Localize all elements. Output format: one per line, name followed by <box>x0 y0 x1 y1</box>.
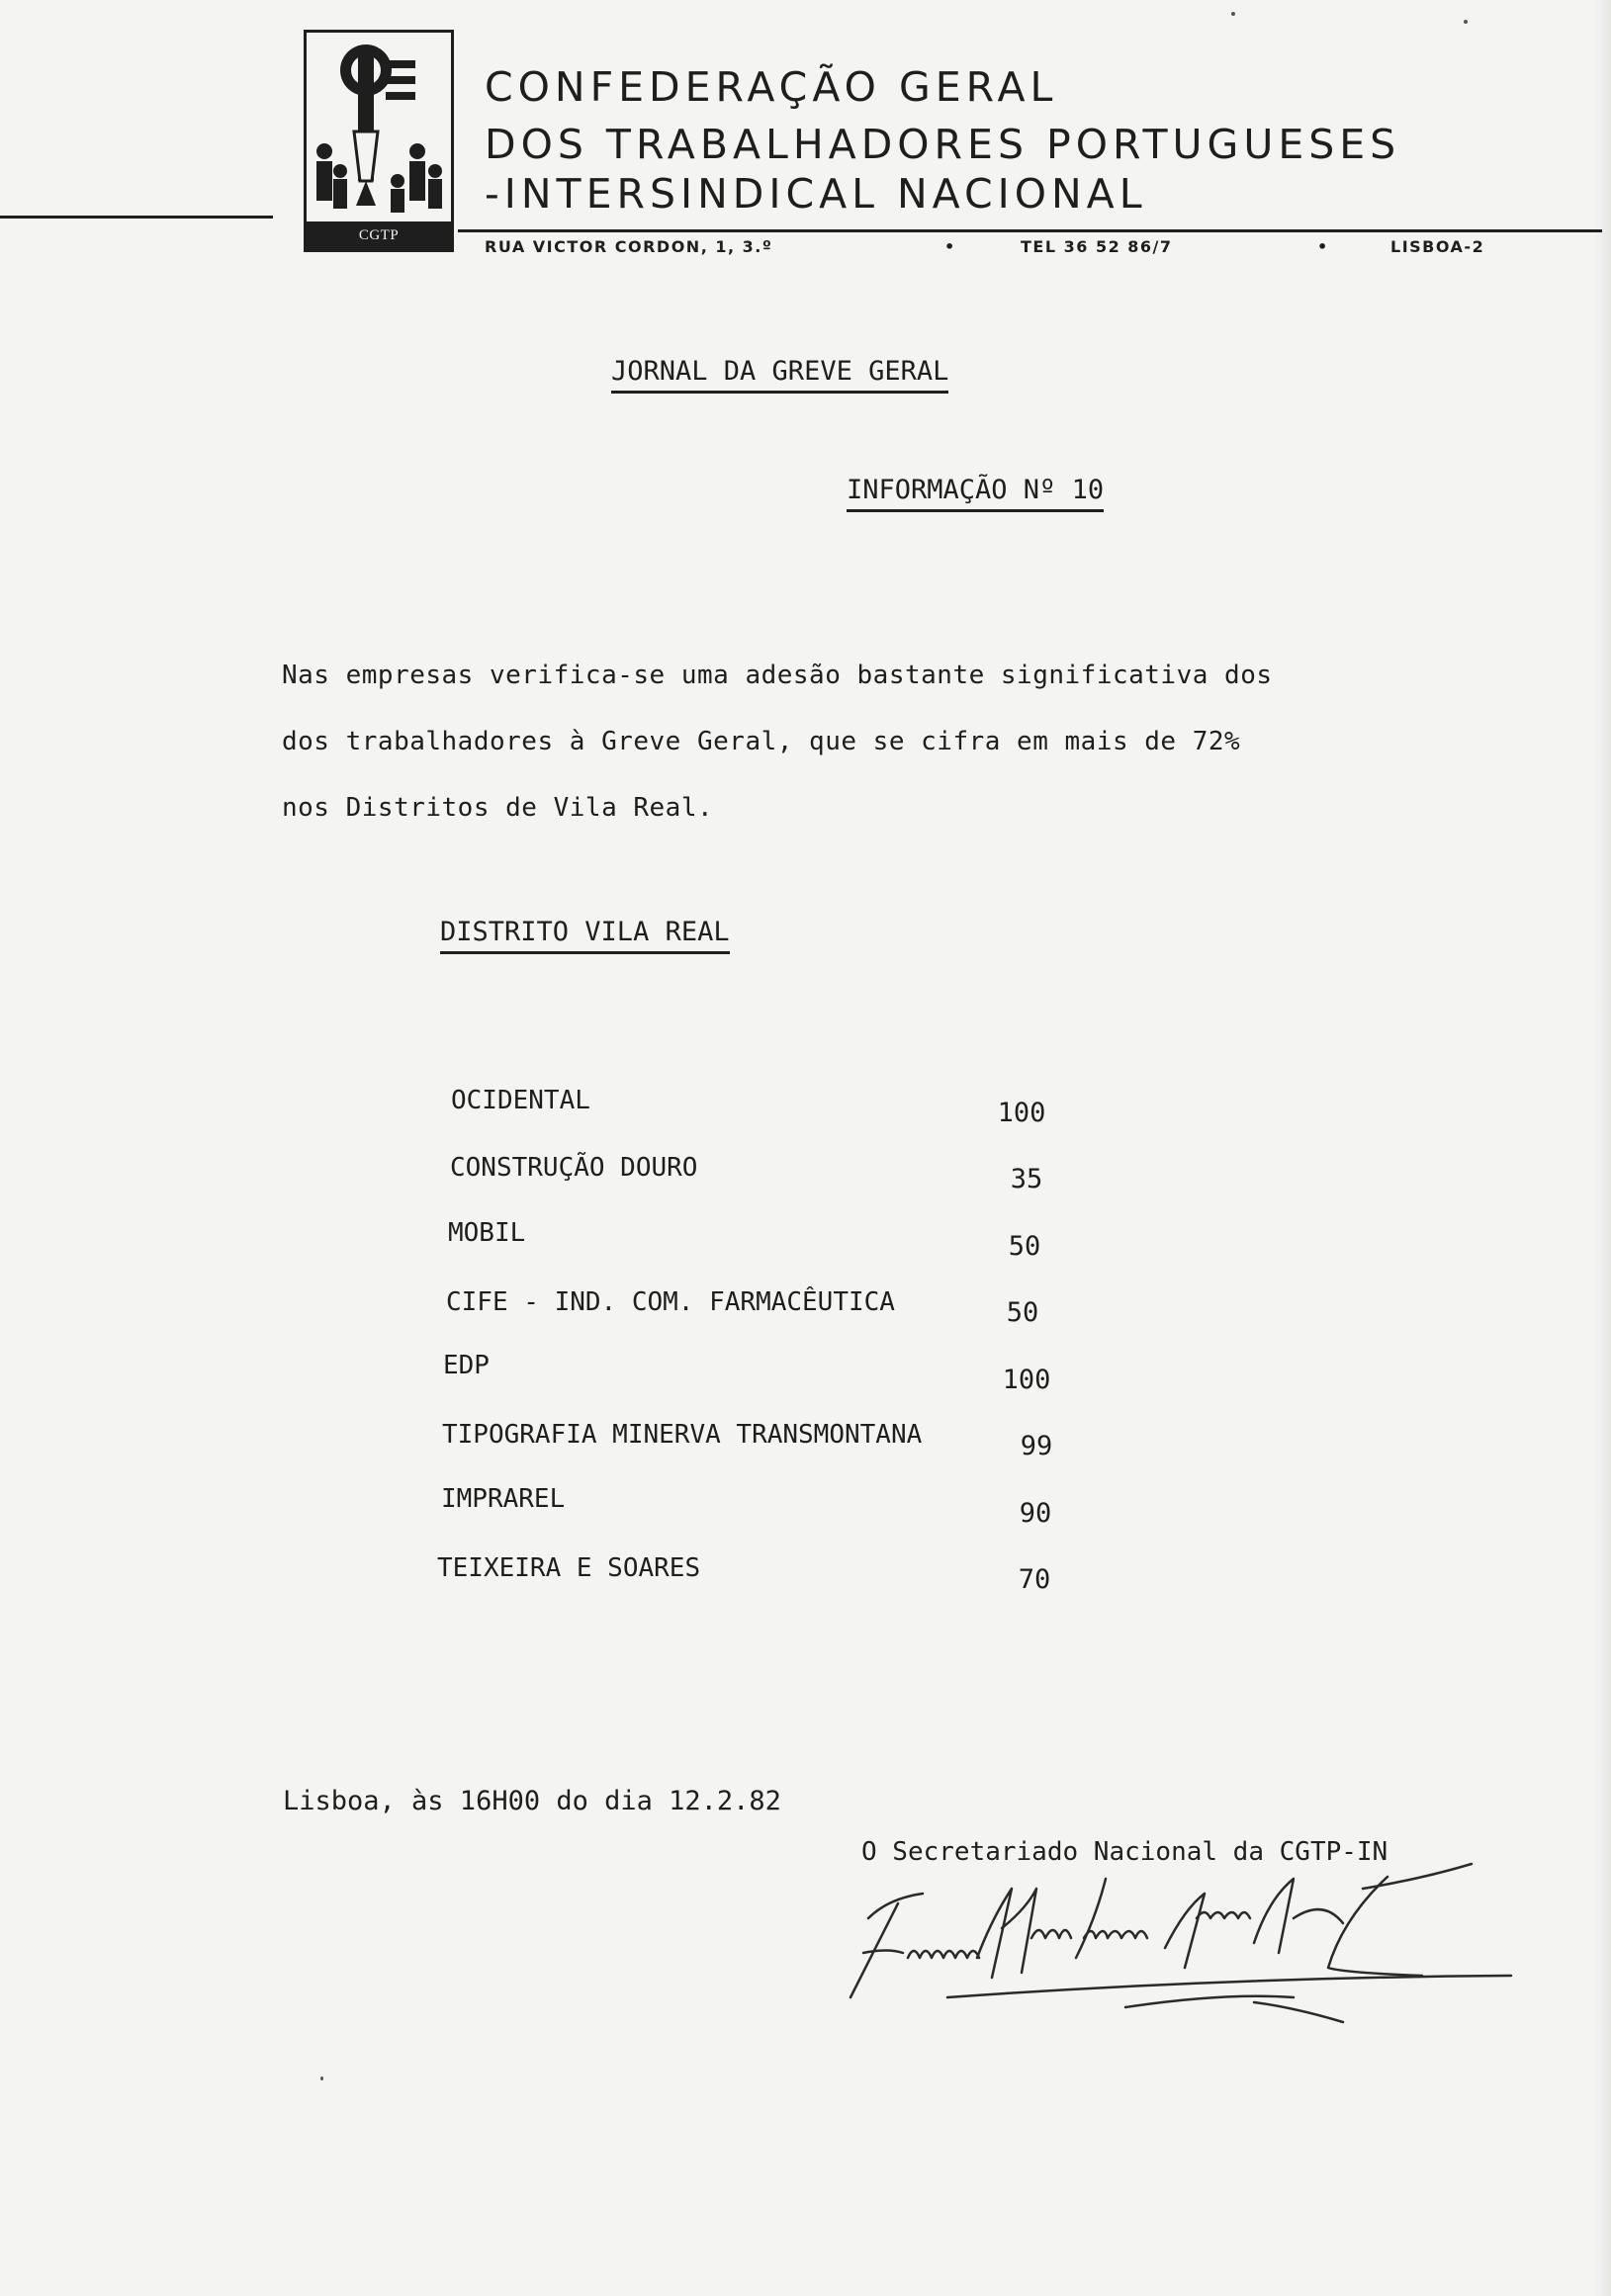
logo-emblem-icon <box>307 33 451 249</box>
paper-speck <box>1464 20 1468 24</box>
org-name-line2: DOS TRABALHADORES PORTUGUESES <box>485 121 1401 168</box>
company-value: 99 <box>1020 1431 1053 1461</box>
company-value: 35 <box>1010 1164 1043 1194</box>
org-name-line3: -INTERSINDICAL NACIONAL <box>485 170 1147 218</box>
company-name: CIFE - IND. COM. FARMACÊUTICA <box>446 1287 895 1317</box>
company-value: 70 <box>1018 1564 1051 1595</box>
logo-caption: CGTP INTERSINDICAL <box>307 221 451 249</box>
district-heading: DISTRITO VILA REAL <box>440 917 730 954</box>
org-name-line1: CONFEDERAÇÃO GERAL <box>485 63 1058 111</box>
body-line: dos trabalhadores à Greve Geral, que se cifra em mais de 72% <box>282 727 1241 756</box>
company-value: 50 <box>1006 1297 1039 1328</box>
paper-speck <box>320 2076 323 2080</box>
place-and-date: Lisboa, às 16H00 do dia 12.2.82 <box>283 1786 781 1816</box>
page-edge-shadow <box>1593 0 1611 2296</box>
address-separator: • <box>944 237 956 256</box>
company-name: IMPRAREL <box>441 1484 566 1514</box>
company-name: EDP <box>443 1351 490 1380</box>
org-address: RUA VICTOR CORDON, 1, 3.º <box>485 237 773 256</box>
company-name: OCIDENTAL <box>451 1086 590 1115</box>
company-name: TEIXEIRA E SOARES <box>437 1553 701 1583</box>
company-name: TIPOGRAFIA MINERVA TRANSMONTANA <box>442 1420 923 1450</box>
company-value: 50 <box>1008 1231 1041 1262</box>
body-line: nos Distritos de Vila Real. <box>282 793 714 823</box>
body-line: Nas empresas verifica-se uma adesão bastante significativa dos <box>282 661 1273 690</box>
handwritten-signature-icon <box>829 1859 1511 2037</box>
company-name: CONSTRUÇÃO DOURO <box>450 1153 698 1183</box>
address-separator: • <box>1317 237 1329 256</box>
paper-speck <box>1231 12 1235 16</box>
document-title: JORNAL DA GREVE GERAL <box>611 356 948 394</box>
org-city: LISBOA-2 <box>1390 237 1485 256</box>
cgtp-logo <box>304 30 454 271</box>
org-phone: TEL 36 52 86/7 <box>1021 237 1173 256</box>
company-value: 90 <box>1019 1498 1052 1529</box>
signatory-line: O Secretariado Nacional da CGTP-IN <box>861 1837 1388 1867</box>
company-value: 100 <box>1002 1365 1051 1395</box>
company-name: MOBIL <box>448 1218 526 1248</box>
info-number: INFORMAÇÃO Nº 10 <box>847 475 1104 512</box>
letterhead-rule-right <box>458 229 1602 232</box>
letterhead-rule-left <box>0 216 273 219</box>
company-value: 100 <box>997 1098 1046 1128</box>
